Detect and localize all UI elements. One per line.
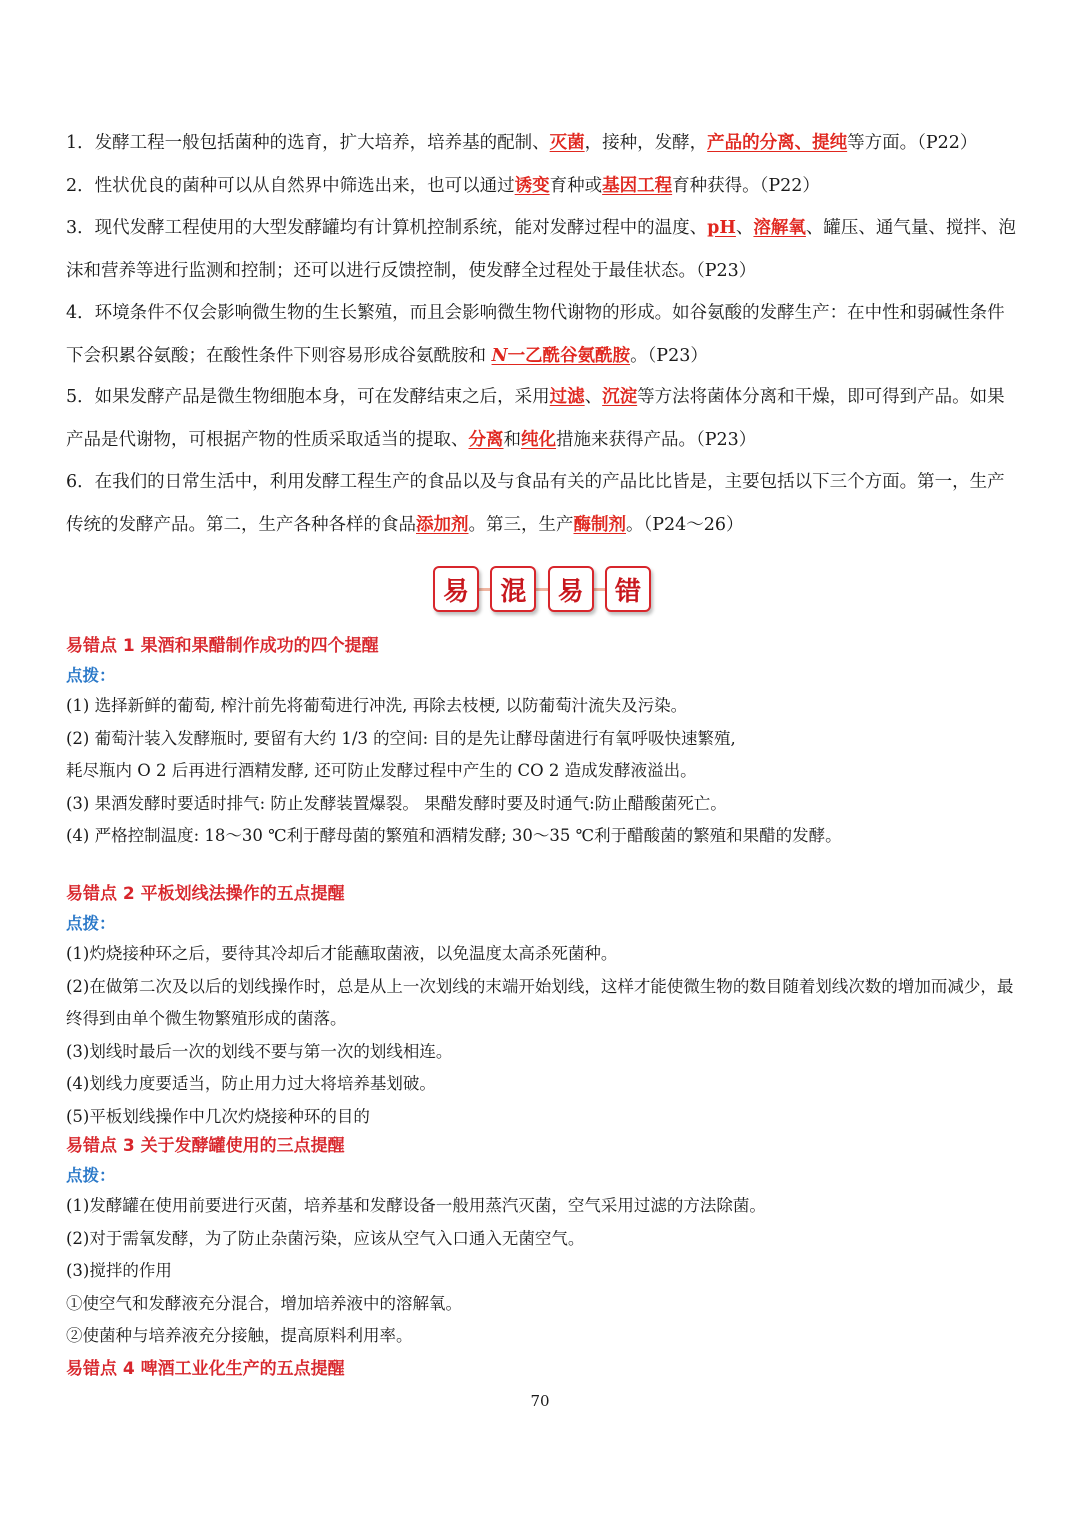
tip-label: 点拨： <box>66 914 116 933</box>
highlight-answer: 过滤 <box>549 387 585 407</box>
tip-label: 点拨： <box>66 1166 116 1185</box>
highlight-answer: 产品的分离、提纯 <box>707 133 848 153</box>
highlight-answer: 诱变 <box>514 176 550 196</box>
content-line: (5)平板划线操作中几次灼烧接种环的目的 <box>66 1106 370 1126</box>
key-point-3 <box>66 207 1016 292</box>
content-line: (1)灼烧接种环之后，要待其冷却后才能蘸取菌液，以免温度太高杀死菌种。 <box>66 944 618 963</box>
text: 5．如果发酵产品是微生物细胞本身，可在发酵结束之后，采用 <box>66 387 550 407</box>
content-line: (1)发酵罐在使用前要进行灭菌，培养基和发酵设备一般用蒸汽灭菌，空气采用过滤的方法除菌。 <box>66 1196 766 1215</box>
text: 。（P23） <box>630 345 708 366</box>
title-char: 易 <box>433 566 479 612</box>
content-line: (3)划线时最后一次的划线不要与第一次的划线相连。 <box>66 1041 453 1061</box>
content-line: (2)在做第二次及以后的划线操作时，总是从上一次划线的末端开始划线，这样才能使微生物的数目随着划线次数的增加而减少，最终得到由单个微生物繁殖形成的菌落。 <box>66 976 1014 1028</box>
content-line: (2)对于需氧发酵，为了防止杂菌污染，应该从空气入口通入无菌空气。 <box>66 1228 585 1248</box>
content-line: (1) 选择新鲜的葡萄, 榨汁前先将葡萄进行冲洗, 再除去枝梗, 以防葡萄汁流失及污染。 <box>66 696 688 715</box>
content-line: (4) 严格控制温度: 18～30 ℃利于酵母菌的繁殖和酒精发酵; 30～35 ℃利于醋酸菌的繁殖和果醋的发酵。 <box>66 826 842 845</box>
highlight-answer: 沉淀 <box>602 387 638 407</box>
content-line: (3)搅拌的作用 <box>66 1261 172 1280</box>
text: 1．发酵工程一般包括菌种的选育，扩大培养，培养基的配制、 <box>66 133 550 153</box>
tip-label: 点拨： <box>66 666 116 685</box>
highlight-answer: pH <box>707 218 736 238</box>
content-line: (4)划线力度要适当，防止用力过大将培养基划破。 <box>66 1074 436 1093</box>
text: 措施来获得产品。（P23） <box>556 429 757 450</box>
error-point-4 <box>66 1355 1026 1384</box>
error-point-heading: 易错点 4 啤酒工业化生产的五点提醒 <box>66 1359 345 1379</box>
highlight-answer: 添加剂 <box>416 514 469 535</box>
title-char: 易 <box>548 566 594 612</box>
text: 。（P24～26） <box>626 514 744 535</box>
key-point-2 <box>66 165 1016 208</box>
title-char: 错 <box>605 566 651 612</box>
text: 6．在我们的日常生活中，利用发酵工程生产的食品以及与食品有关的产品比比皆是，主要包括以下三个方面。第一，生产传统的发酵产品。第二，生产各种各样的食品 <box>66 472 1005 535</box>
text: 和 <box>503 429 521 450</box>
highlight-answer: 灭菌 <box>549 133 585 153</box>
highlight-answer: 酶制剂 <box>573 514 626 535</box>
text: 育种获得。（P22） <box>672 176 820 196</box>
highlight-answer: 纯化 <box>521 429 556 450</box>
error-point-heading: 易错点 1 果酒和果醋制作成功的四个提醒 <box>66 636 379 656</box>
content-line: ①使空气和发酵液充分混合，增加培养液中的溶解氧。 <box>66 1293 462 1313</box>
section-title-banner <box>433 564 651 614</box>
content-line: ②使菌种与培养液充分接触，提高原料利用率。 <box>66 1326 413 1345</box>
error-point-1 <box>66 632 1026 853</box>
content-line: 耗尽瓶内 O 2 后再进行酒精发酵, 还可防止发酵过程中产生的 CO 2 造成发酵液溢出。 <box>66 761 697 780</box>
content-line: (2) 葡萄汁装入发酵瓶时, 要留有大约 1/3 的空间: 目的是先让酵母菌进行有氧呼吸快速繁殖, <box>66 728 736 748</box>
error-point-3 <box>66 1132 1026 1353</box>
text: 3．现代发酵工程使用的大型发酵罐均有计算机控制系统，能对发酵过程中的温度、 <box>66 218 708 238</box>
key-point-4 <box>66 292 1016 377</box>
text: 。第三，生产 <box>468 514 574 535</box>
key-point-1 <box>66 122 1016 165</box>
content-line: (3) 果酒发酵时要适时排气: 防止发酵装置爆裂。 果醋发酵时要及时通气:防止醋酸菌死亡。 <box>66 793 727 813</box>
error-point-heading: 易错点 2 平板划线法操作的五点提醒 <box>66 884 345 904</box>
text: 2．性状优良的菌种可以从自然界中筛选出来，也可以通过 <box>66 176 515 196</box>
text: 4．环境条件不仅会影响微生物的生长繁殖，而且会影响微生物代谢物的形成。如谷氨酸的发酵生产：在中性和弱碱性条件下会积累谷氨酸；在酸性条件下则容易形成谷氨酰胺和 <box>66 303 1005 366</box>
key-point-5 <box>66 376 1016 461</box>
text: 育种或 <box>549 176 603 196</box>
highlight-answer: N <box>491 345 508 366</box>
highlight-answer: 基因工程 <box>602 176 673 196</box>
page-number: 70 <box>530 1392 550 1410</box>
highlight-answer: 溶解氧 <box>753 218 806 238</box>
text: 、 <box>735 218 754 238</box>
highlight-answer: 一乙酰谷氨酰胺 <box>507 345 631 366</box>
text: ，接种，发酵， <box>584 133 708 153</box>
text: 等方面。（P22） <box>847 133 978 153</box>
error-point-heading: 易错点 3 关于发酵罐使用的三点提醒 <box>66 1136 345 1156</box>
title-char: 混 <box>490 566 536 612</box>
highlight-answer: 分离 <box>468 429 504 450</box>
text: 等方法将菌体分离和干燥，即可得到产品。如果产品是代谢物，可根据产物的性质采取适当的提取、 <box>66 387 1005 450</box>
error-point-2 <box>66 880 1026 1133</box>
text: 、罐压、通气量、搅拌、泡沫和营养等进行监测和控制；还可以进行反馈控制，使发酵全过程处于最佳状态。（P23） <box>66 218 1016 281</box>
key-point-6 <box>66 461 1016 546</box>
text: 、 <box>584 387 603 407</box>
